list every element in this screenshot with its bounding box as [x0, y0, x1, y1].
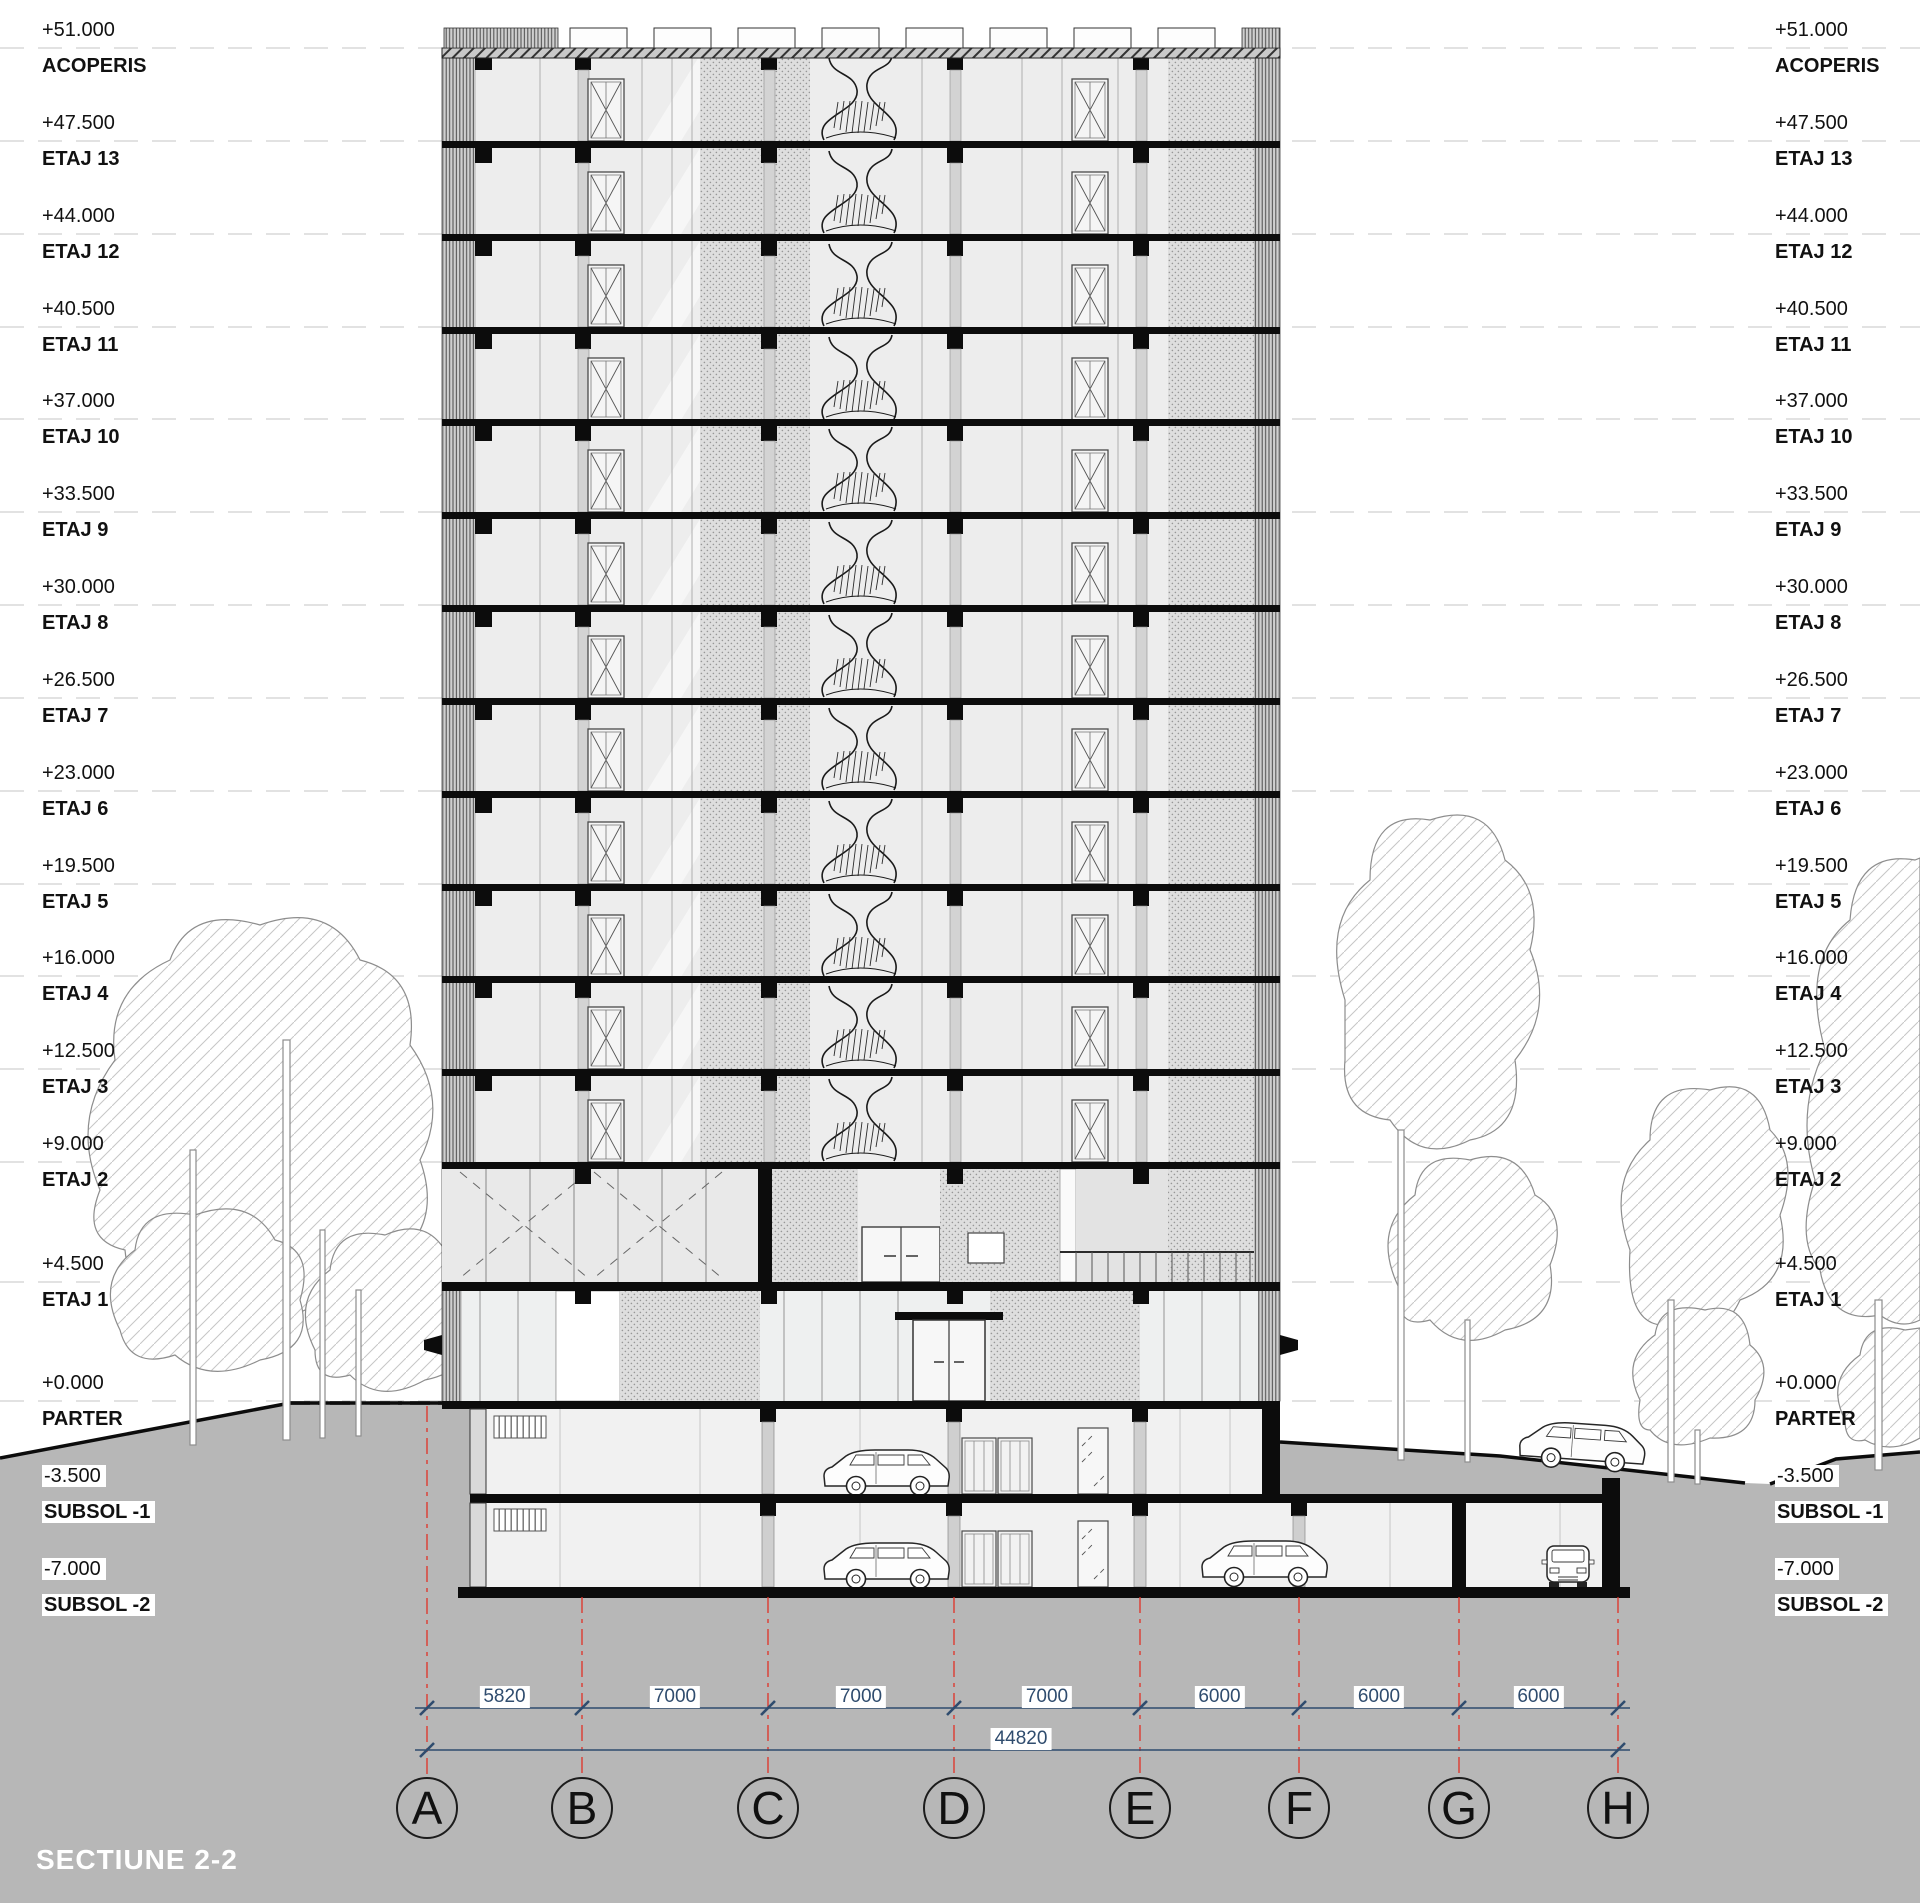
level-name-left: ETAJ 13: [42, 148, 120, 170]
level-value-left: +30.000: [42, 576, 115, 598]
grid-bubble: [923, 1777, 985, 1839]
level-value-right: +0.000: [1775, 1372, 1837, 1394]
level-value-right: +33.500: [1775, 483, 1848, 505]
level-value-left: +44.000: [42, 205, 115, 227]
level-name-left: ACOPERIS: [42, 55, 147, 77]
level-value-right: +26.500: [1775, 669, 1848, 691]
level-name-left: SUBSOL -2: [42, 1594, 155, 1616]
span-dimension: 5820: [479, 1686, 529, 1708]
level-name-right: ETAJ 4: [1775, 983, 1842, 1005]
level-value-left: +23.000: [42, 762, 115, 784]
level-name-left: ETAJ 5: [42, 891, 109, 913]
grid-letter: A: [411, 1782, 443, 1834]
level-name-left: SUBSOL -1: [42, 1501, 155, 1523]
level-value-left: +12.500: [42, 1040, 115, 1062]
building-section: [424, 28, 1630, 1598]
grid-bubble: [396, 1777, 458, 1839]
level-name-right: ETAJ 3: [1775, 1076, 1842, 1098]
level-name-left: ETAJ 1: [42, 1289, 109, 1311]
grid-letter: G: [1441, 1782, 1477, 1834]
span-dimension: 6000: [1194, 1686, 1244, 1708]
level-value-left: +33.500: [42, 483, 115, 505]
level-name-left: ETAJ 4: [42, 983, 109, 1005]
level-value-right: +4.500: [1775, 1253, 1837, 1275]
level-value-left: +19.500: [42, 855, 115, 877]
level-name-right: ETAJ 8: [1775, 612, 1842, 634]
level-value-right: +30.000: [1775, 576, 1848, 598]
level-name-left: ETAJ 11: [42, 334, 119, 356]
level-name-right: SUBSOL -1: [1775, 1501, 1888, 1523]
level-value-left: +51.000: [42, 19, 115, 41]
level-value-left: +40.500: [42, 298, 115, 320]
level-value-right: +9.000: [1775, 1133, 1837, 1155]
grid-bubble: [1587, 1777, 1649, 1839]
level-value-right: +37.000: [1775, 390, 1848, 412]
total-dimension: 44820: [991, 1728, 1052, 1750]
level-name-left: ETAJ 2: [42, 1169, 109, 1191]
parter-storey: [424, 1291, 1298, 1401]
level-name-left: ETAJ 6: [42, 798, 109, 820]
level-name-right: ACOPERIS: [1775, 55, 1880, 77]
level-name-right: ETAJ 11: [1775, 334, 1852, 356]
level-value-left: +26.500: [42, 669, 115, 691]
level-name-left: ETAJ 8: [42, 612, 109, 634]
level-value-left: +37.000: [42, 390, 115, 412]
grid-bubble: [1428, 1777, 1490, 1839]
level-name-left: ETAJ 10: [42, 426, 120, 448]
level-value-right: +16.000: [1775, 947, 1848, 969]
level-value-left: +0.000: [42, 1372, 104, 1394]
grid-letter: B: [566, 1782, 598, 1834]
grid-letter: H: [1601, 1782, 1635, 1834]
grid-letter: F: [1284, 1782, 1314, 1834]
level-name-right: ETAJ 13: [1775, 148, 1853, 170]
subsol1: [470, 1409, 1280, 1496]
roof: [442, 28, 1280, 58]
level-name-right: ETAJ 6: [1775, 798, 1842, 820]
drawing-title: SECTIUNE 2-2: [36, 1844, 238, 1875]
level-value-left: +4.500: [42, 1253, 104, 1275]
span-dimension: 7000: [836, 1686, 886, 1708]
level-name-right: ETAJ 7: [1775, 705, 1842, 727]
level-name-right: ETAJ 10: [1775, 426, 1853, 448]
level-name-left: ETAJ 12: [42, 241, 120, 263]
span-dimension: 7000: [1022, 1686, 1072, 1708]
span-dimension: 7000: [650, 1686, 700, 1708]
level-value-right: +12.500: [1775, 1040, 1848, 1062]
level-name-right: ETAJ 12: [1775, 241, 1853, 263]
level-value-right: +44.000: [1775, 205, 1848, 227]
level-value-right: -3.500: [1775, 1465, 1839, 1487]
level-value-left: +16.000: [42, 947, 115, 969]
level-name-right: ETAJ 9: [1775, 519, 1842, 541]
level-value-left: +47.500: [42, 112, 115, 134]
level-name-right: SUBSOL -2: [1775, 1594, 1888, 1616]
level-name-right: ETAJ 1: [1775, 1289, 1842, 1311]
level-name-right: ETAJ 5: [1775, 891, 1842, 913]
level-value-right: +51.000: [1775, 19, 1848, 41]
level-name-left: ETAJ 9: [42, 519, 109, 541]
level-name-left: ETAJ 3: [42, 1076, 109, 1098]
grid-bubble: [1109, 1777, 1171, 1839]
level-name-left: PARTER: [42, 1408, 123, 1430]
level-value-right: +23.000: [1775, 762, 1848, 784]
grid-letter: C: [751, 1782, 785, 1834]
level-value-right: +19.500: [1775, 855, 1848, 877]
grid-bubble: [551, 1777, 613, 1839]
etaj1-storey: [442, 1169, 1280, 1282]
grid-bubble: [737, 1777, 799, 1839]
span-dimension: 6000: [1354, 1686, 1404, 1708]
level-value-left: +9.000: [42, 1133, 104, 1155]
span-dimension: 6000: [1513, 1686, 1563, 1708]
level-value-right: -7.000: [1775, 1558, 1839, 1580]
level-name-left: ETAJ 7: [42, 705, 109, 727]
level-value-right: +40.500: [1775, 298, 1848, 320]
level-name-right: ETAJ 2: [1775, 1169, 1842, 1191]
grid-letter: D: [937, 1782, 971, 1834]
grid-letter: E: [1124, 1782, 1156, 1834]
grid-bubble: [1268, 1777, 1330, 1839]
level-name-right: PARTER: [1775, 1408, 1856, 1430]
level-value-left: -3.500: [42, 1465, 106, 1487]
level-value-right: +47.500: [1775, 112, 1848, 134]
level-value-left: -7.000: [42, 1558, 106, 1580]
